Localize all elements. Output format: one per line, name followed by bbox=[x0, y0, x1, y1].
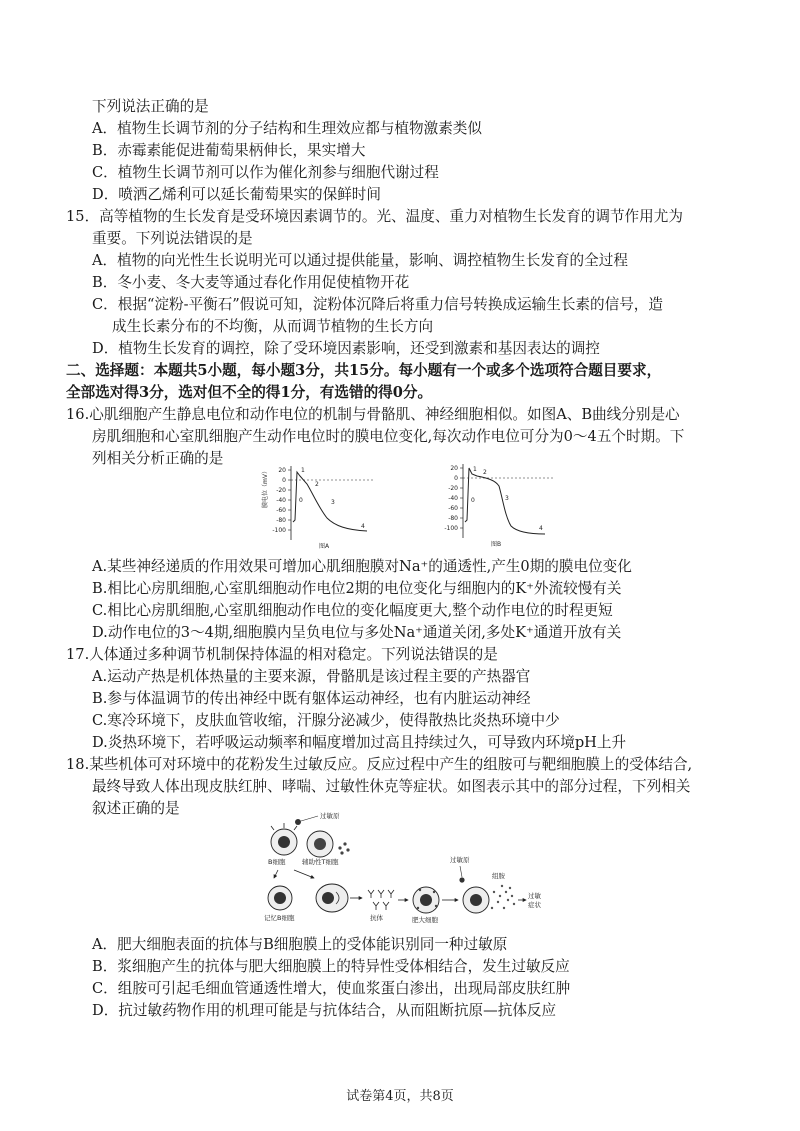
q16-option-b: B.相比心房肌细胞,心室肌细胞动作电位2期的电位变化与细胞内的K⁺外流较慢有关 bbox=[92, 580, 622, 597]
question-17-stem: 17.人体通过多种调节机制保持体温的相对稳定。下列说法错误的是 bbox=[66, 646, 498, 663]
label-memory-b: 记忆B细胞 bbox=[264, 914, 295, 922]
section-2-heading: 二、选择题：本题共5小题，每小题3分，共15分。每小题有一个或多个选项符合题目要求， bbox=[66, 362, 662, 379]
question-16-stem: 16.心肌细胞产生静息电位和动作电位的机制与骨骼肌、神经细胞相似。如图A、B曲线分别是心 bbox=[66, 406, 680, 423]
y-tick: -80 bbox=[276, 517, 286, 524]
question-18-stem-end: 叙述正确的是 bbox=[92, 800, 180, 817]
phase-label: 1 bbox=[473, 466, 477, 473]
y-tick: -40 bbox=[276, 497, 286, 504]
q17-option-c: C.寒冷环境下，皮肤血管收缩，汗腺分泌减少，使得散热比炎热环境中少 bbox=[92, 712, 560, 729]
question-18-stem: 18.某些机体可对环境中的花粉发生过敏反应。反应过程中产生的组胺可与靶细胞膜上的受体结合, bbox=[66, 756, 693, 773]
label-symptom-2: 症状 bbox=[528, 901, 541, 909]
y-tick: -20 bbox=[448, 485, 458, 492]
q14-option-a: A．植物生长调节剂的分子结构和生理效应都与植物激素类似 bbox=[92, 120, 482, 137]
q17-option-a: A.运动产热是机体热量的主要来源，骨骼肌是该过程主要的产热器官 bbox=[92, 668, 531, 685]
y-tick: -40 bbox=[448, 495, 458, 502]
label-mast-cell: 肥大细胞 bbox=[412, 916, 438, 924]
y-tick: -100 bbox=[272, 527, 286, 534]
phase-label: 3 bbox=[331, 499, 335, 506]
q18-option-c: C．组胺可引起毛细血管通透性增大，使血浆蛋白渗出，出现局部皮肤红肿 bbox=[92, 980, 571, 997]
label-b-cell: B细胞 bbox=[268, 858, 286, 866]
phase-label: 2 bbox=[483, 469, 487, 476]
question-14-stem-tail: 下列说法正确的是 bbox=[92, 98, 209, 115]
label-helper-t: 辅助性T细胞 bbox=[302, 858, 339, 866]
caption-b: 图B bbox=[491, 541, 502, 548]
y-tick: -100 bbox=[444, 525, 458, 532]
q16-option-a: A.某些神经递质的作用效果可增加心肌细胞膜对Na⁺的通透性,产生0期的膜电位变化 bbox=[92, 558, 632, 575]
q15-option-b: B．冬小麦、冬大麦等通过春化作用促使植物开花 bbox=[92, 274, 410, 291]
q18-option-b: B．浆细胞产生的抗体与肥大细胞膜上的特异性受体相结合，发生过敏反应 bbox=[92, 958, 570, 975]
q14-option-d: D．喷洒乙烯利可以延长葡萄果实的保鲜时间 bbox=[92, 186, 381, 203]
page-footer: 试卷第4页，共8页 bbox=[346, 1089, 454, 1104]
caption-a: 图A bbox=[319, 543, 330, 550]
label-histamine: 组胺 bbox=[492, 872, 505, 880]
y-tick: 20 bbox=[450, 465, 458, 472]
curve-a bbox=[293, 472, 367, 531]
figure-action-potentials bbox=[255, 460, 565, 550]
q17-option-d: D.炎热环境下，若呼吸运动频率和幅度增加过高且持续过久，可导致内环境pH上升 bbox=[92, 734, 627, 751]
label-symptom-1: 过敏 bbox=[528, 892, 541, 900]
question-16-stem-cont: 房肌细胞和心室肌细胞产生动作电位时的膜电位变化,每次动作电位可分为0～4五个时期。下 bbox=[92, 428, 685, 445]
graph-b bbox=[444, 464, 555, 548]
q18-option-a: A．肥大细胞表面的抗体与B细胞膜上的受体能识别同一种过敏原 bbox=[92, 936, 508, 953]
phase-label: 0 bbox=[299, 497, 303, 504]
phase-label: 4 bbox=[539, 525, 543, 532]
y-tick: 0 bbox=[454, 475, 458, 482]
label-allergen-2: 过敏原 bbox=[450, 856, 470, 864]
y-tick: -20 bbox=[276, 487, 286, 494]
histamine-granules bbox=[491, 885, 515, 909]
question-18-stem-cont: 最终导致人体出现皮肤红肿、哮喘、过敏性休克等症状。如图表示其中的部分过程，下列相关 bbox=[92, 778, 691, 795]
phase-label: 3 bbox=[505, 495, 509, 502]
q16-option-c: C.相比心房肌细胞,心室肌细胞动作电位的变化幅度更大,整个动作电位的时程更短 bbox=[92, 602, 613, 619]
phase-label: 2 bbox=[315, 481, 319, 488]
q18-option-d: D．抗过敏药物作用的机理可能是与抗体结合，从而阻断抗原—抗体反应 bbox=[92, 1002, 557, 1019]
question-16-stem-end: 列相关分析正确的是 bbox=[92, 450, 224, 467]
q16-option-d: D.动作电位的3～4期,细胞膜内呈负电位与多处Na⁺通道关闭,多处K⁺通道开放有关 bbox=[92, 624, 622, 641]
phase-label: 4 bbox=[361, 523, 365, 530]
q17-option-b: B.参与体温调节的传出神经中既有躯体运动神经，也有内脏运动神经 bbox=[92, 690, 531, 707]
y-tick: -80 bbox=[448, 515, 458, 522]
phase-label: 0 bbox=[471, 497, 475, 504]
y-tick: 20 bbox=[278, 467, 286, 474]
q15-option-d: D．植物生长发育的调控，除了受环境因素影响，还受到激素和基因表达的调控 bbox=[92, 340, 600, 357]
phase-label: 1 bbox=[301, 467, 305, 474]
question-15-stem: 15．高等植物的生长发育是受环境因素调节的。光、温度、重力对植物生长发育的调节作用尤为 bbox=[66, 208, 683, 225]
y-tick: 0 bbox=[282, 477, 286, 484]
section-2-scoring: 全部选对得3分，选对但不全的得1分，有选错的得0分。 bbox=[66, 384, 433, 401]
y-axis-label: 膜电位（mV） bbox=[262, 468, 269, 508]
y-tick: -60 bbox=[276, 507, 286, 514]
label-allergen: 过敏原 bbox=[320, 812, 340, 820]
label-antibody: 抗体 bbox=[370, 914, 383, 922]
allergen-particle bbox=[295, 819, 301, 825]
q14-option-c: C．植物生长调节剂可以作为催化剂参与细胞代谢过程 bbox=[92, 164, 439, 181]
graph-a bbox=[261, 466, 375, 550]
q15-option-a: A．植物的向光性生长说明光可以通过提供能量，影响、调控植物生长发育的全过程 bbox=[92, 252, 628, 269]
question-15-stem-cont: 重要。下列说法错误的是 bbox=[92, 230, 253, 247]
q14-option-b: B．赤霉素能促进葡萄果柄伸长，果实增大 bbox=[92, 142, 366, 159]
y-tick: -60 bbox=[448, 505, 458, 512]
antibodies bbox=[368, 890, 394, 910]
q15-option-c-cont: 成生长素分布的不均衡，从而调节植物的生长方向 bbox=[112, 318, 434, 335]
q15-option-c: C．根据“淀粉-平衡石”假说可知，淀粉体沉降后将重力信号转换成运输生长素的信号，造 bbox=[92, 296, 663, 313]
figure-allergy-process bbox=[262, 806, 562, 930]
